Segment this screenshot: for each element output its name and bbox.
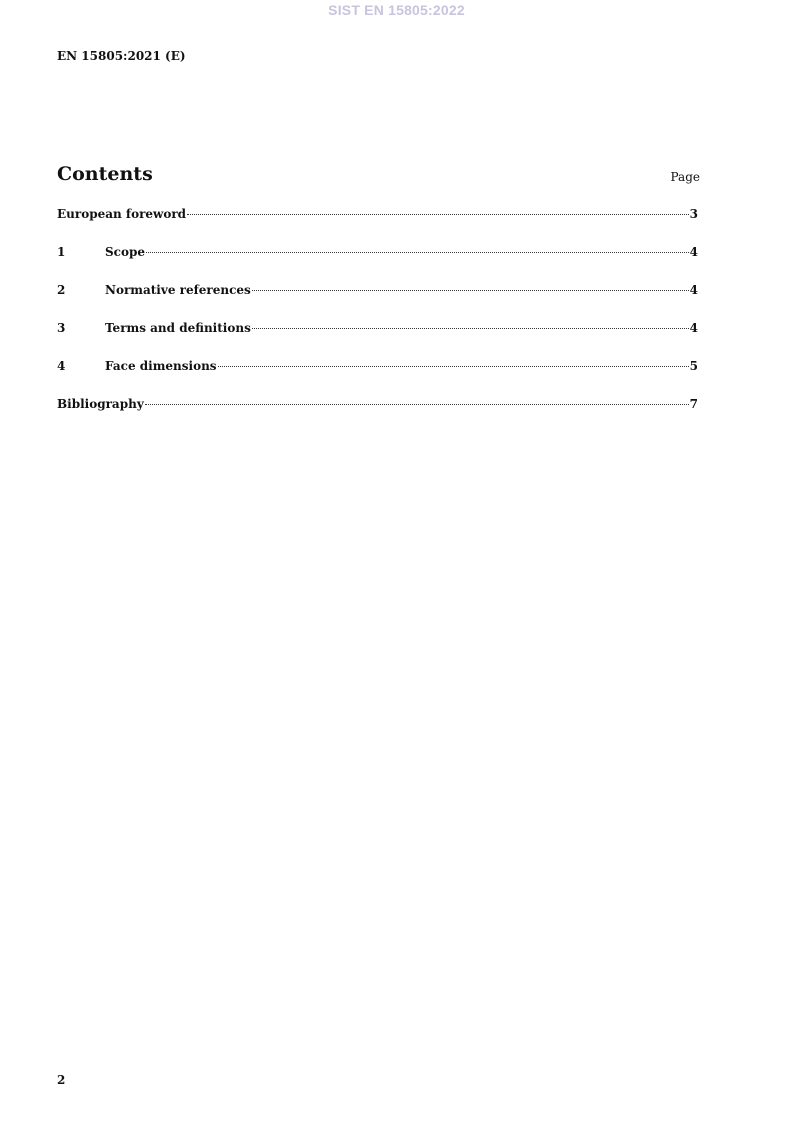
contents-heading: Contents: [57, 163, 153, 185]
toc-dot-leader: [145, 404, 689, 405]
toc-dot-leader: [252, 290, 689, 291]
toc-entry-scope[interactable]: [57, 245, 698, 283]
toc-entry-european-foreword[interactable]: [57, 207, 698, 245]
toc-entry-page: 5: [689, 359, 698, 373]
toc-entry-page: 7: [689, 397, 698, 411]
toc-entry-title: Scope: [105, 245, 146, 259]
toc-entry-number: 1: [57, 245, 66, 259]
toc-entry-title: Terms and definitions: [105, 321, 251, 335]
toc-entry-terms-and-definitions[interactable]: [57, 321, 698, 359]
toc-entry-face-dimensions[interactable]: [57, 359, 698, 397]
toc-entry-normative-references[interactable]: [57, 283, 698, 321]
toc-entry-title: Normative references: [105, 283, 251, 297]
toc-entry-page: 4: [689, 245, 698, 259]
toc-entry-bibliography[interactable]: [57, 397, 698, 435]
page-number: 2: [57, 1073, 66, 1087]
table-of-contents: [57, 207, 698, 435]
toc-entry-number: 2: [57, 283, 66, 297]
toc-entry-page: 4: [689, 283, 698, 297]
toc-entry-page: 3: [689, 207, 698, 221]
toc-entry-number: 3: [57, 321, 66, 335]
toc-entry-title: European foreword: [57, 207, 187, 221]
toc-dot-leader: [187, 214, 689, 215]
toc-dot-leader: [218, 366, 689, 367]
document-id: EN 15805:2021 (E): [57, 49, 186, 63]
page-column-label: Page: [670, 170, 700, 184]
toc-entry-title: Bibliography: [57, 397, 144, 411]
toc-dot-leader: [146, 252, 689, 253]
toc-entry-page: 4: [689, 321, 698, 335]
toc-dot-leader: [252, 328, 689, 329]
toc-entry-title: Face dimensions: [105, 359, 217, 373]
toc-entry-number: 4: [57, 359, 66, 373]
watermark: SIST EN 15805:2022: [328, 2, 465, 18]
